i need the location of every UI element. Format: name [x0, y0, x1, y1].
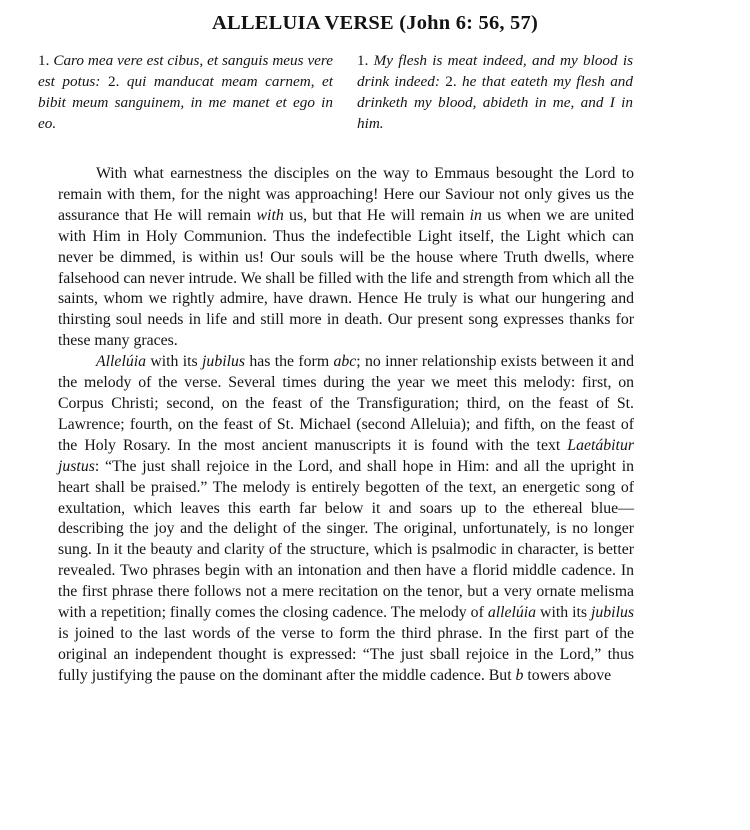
english-verse-number: 1. [357, 52, 369, 69]
page-title [0, 12, 750, 35]
p2-italic-6: jubilus [591, 604, 635, 622]
p2-text-7: towers above [523, 666, 612, 684]
paragraph-2 [58, 352, 634, 687]
p2-italic-5: allelúia [487, 604, 537, 622]
p2-text-1: with its [146, 353, 203, 371]
paragraph-1 [58, 164, 634, 352]
english-verse-text: My flesh is meat indeed, and my blood is drink indeed: [357, 52, 633, 90]
english-verse-column [357, 50, 633, 134]
p2-text-3: ; no inner relationship exists between it and the melody of the verse. Several times during the year we meet this melody: first, on Corpus Christi; second, on the feast of the Transfiguration; third, on the feast of St. Lawrence; fourth, on the feast of St. Michael (second Alleluia); and fifth, on the feast of the Holy Rosary. In the most ancient manuscripts it is found with the text [58, 353, 634, 454]
scripture-reference: (John 6: 56, 57) [399, 12, 538, 34]
p1-text-3: us when we are united with Him in Holy Communion. Thus the indefectible Light itself, the Light which can never be dimmed, is within us! Our souls will be the house where Truth dwells, where falsehood can never intrude. We shall be filled with the life and strength from which all the saints, whom we rightly admire, have drawn. Hence He truly is what our hungering and thirsting soul needs in life and still more in death. Our present song expresses thanks for these many graces. [58, 206, 634, 350]
english-verse-text-2: he that eateth my flesh and drinketh my blood, abideth in me, and I in him. [357, 73, 633, 132]
english-verse-number-2: 2. [445, 73, 457, 90]
p2-italic-3: abc [333, 353, 357, 371]
p1-text-2: us, but that He will remain [283, 206, 470, 224]
p2-text-5: with its [536, 604, 591, 622]
p1-text-1: With what earnestness the disciples on the way to Emmaus besought the Lord to remain with them, for the night was approaching! Here our Saviour not only gives us the assurance that He will remain [58, 165, 634, 224]
commentary-body [58, 164, 634, 687]
p2-italic-1: Allelúia [96, 353, 147, 371]
latin-verse-column [38, 50, 333, 134]
latin-verse-number: 1. [38, 52, 50, 69]
latin-verse-text-2: qui manducat meam carnem, et bibit meum sanguinem, in me manet et ego in eo. [38, 73, 334, 132]
p2-italic-7: b [515, 666, 524, 684]
p2-text-4: : “The just shall rejoice in the Lord, and shall hope in Him: and all the upright in heart shall be praised.” The melody is entirely begotten of the text, an energetic song of exultation, which leaves this earth far below it and soars up to the ethereal blue—describing the joy and the delight of the singer. The original, unfortunately, is no longer sung. In it the beauty and clarity of the structure, which is psalmodic in character, is better revealed. Two phrases begin with an intonation and then have a florid middle cadence. In the first phrase there follows not a mere recitation on the tenor, but a very ornate melisma with a repetition; finally comes the closing cadence. The melody of [58, 457, 634, 622]
latin-verse-text: Caro mea vere est cibus, et sanguis meus vere est potus: [38, 52, 334, 90]
p2-text-2: has the form [245, 353, 334, 371]
p2-italic-2: jubilus [202, 353, 246, 371]
title-text: ALLELUIA VERSE [212, 12, 394, 34]
p1-italic-1: with [256, 206, 284, 224]
latin-verse-number-2: 2. [107, 73, 120, 90]
p1-italic-2: in [469, 206, 482, 224]
p2-italic-4: Laetábitur justus [58, 436, 634, 475]
p2-text-6: is joined to the last words of the verse to form the third phrase. In the first part of the original an independent thought is expressed: “The just sball rejoice in the Lord,” thus fully justifying the pause on the dominant after the middle cadence. But [58, 624, 634, 684]
